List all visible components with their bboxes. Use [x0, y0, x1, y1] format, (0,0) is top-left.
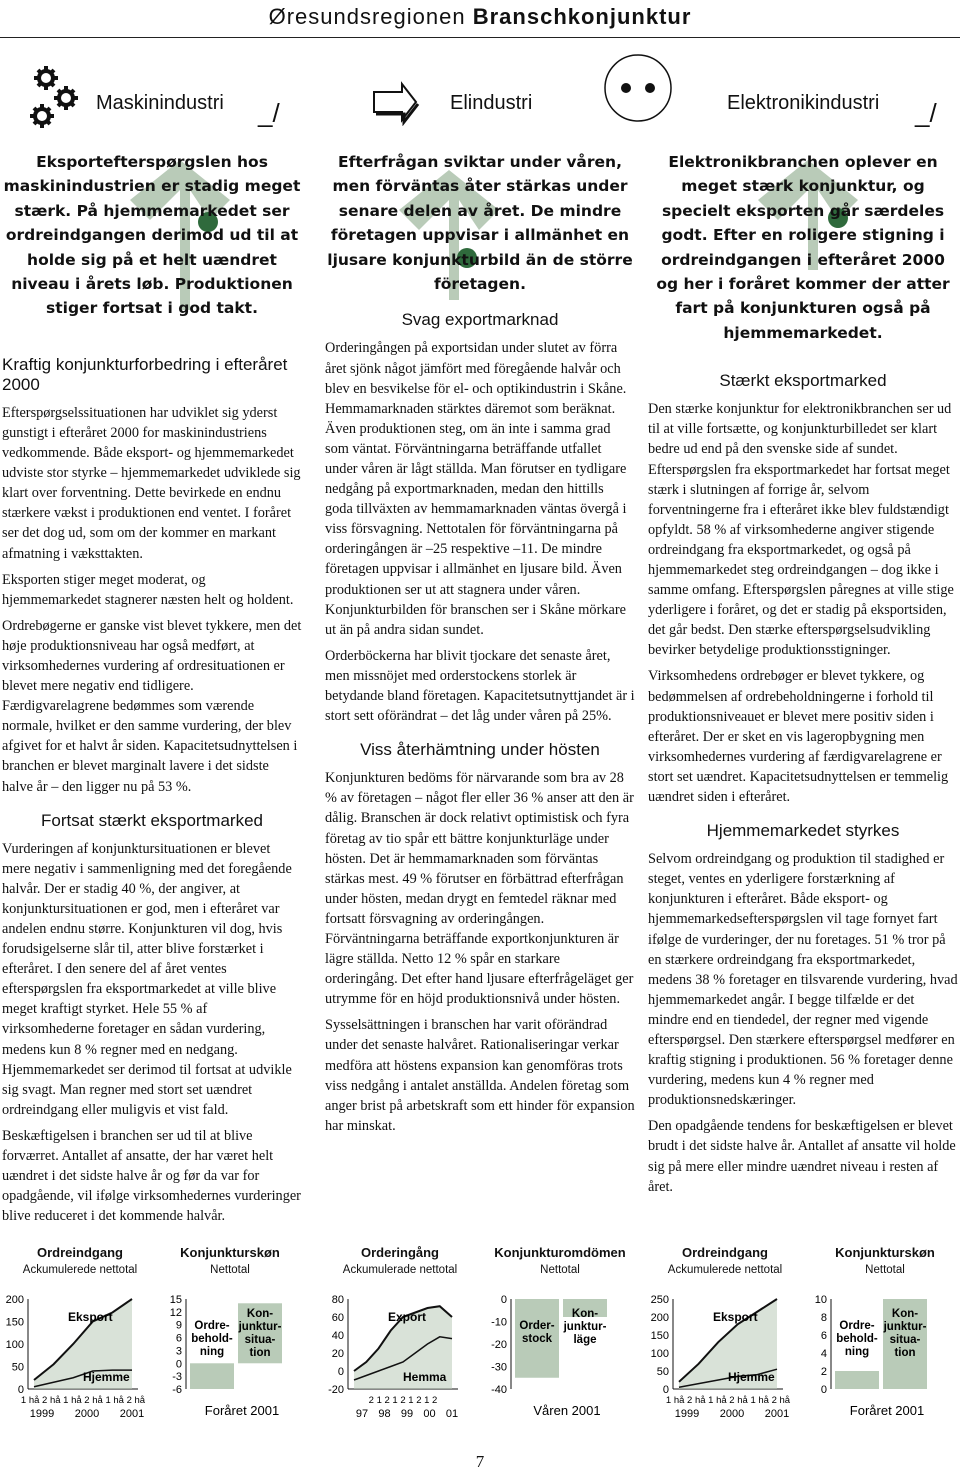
chart-4-plot — [485, 1289, 635, 1439]
bar-label: Ordre- — [194, 1320, 230, 1332]
chart-subtitle: Ackumulerade nettotal — [342, 1264, 458, 1276]
y-tick-label: 100 — [650, 1348, 669, 1360]
lead-text: Elektronikbranchen oplever en meget stærk konjunktur, og specielt eksporten går særdeles godt. Efter en roligere stigning i ordreindgangen i efteråret 2000 og her i foråret kommer der atter fart på konjunkturen også på hjemmemarkedet. — [656, 153, 950, 342]
paragraph: Sysselsättningen i branschen har varit oförändrad under det senaste halvåret. Rationaliseringar verkar medföra att höstens expansion kan genomföras trots viss nedgång i antalet anställda. Andelen företag som anger brist på arbetskraft som ett hinder för expansion har minskat. — [325, 1017, 635, 1134]
bar-label: Ordre- — [839, 1320, 875, 1332]
gears-icon — [24, 62, 94, 142]
y-tick-label: 0 — [662, 1384, 669, 1396]
y-tick-label: -40 — [491, 1384, 507, 1396]
chart-konjunkturskon-elektronik — [810, 1245, 960, 1276]
x-tick-label: 1 hå 2 hå 1 hå 2 hå 1 hå 2 hå — [20, 1395, 146, 1406]
paragraph: Beskæftigelsen i branchen ser ud til at blive forværret. Antallet af ansatte, der har været helt uændret i det sidste halve år og før da var for opadgående, vil ifølge virksomhedernes vurderinger blive reduceret i det kommende halvår. — [2, 1127, 301, 1225]
chart-subtitle: Ackumulerede nettotal — [667, 1264, 783, 1276]
bar-label: situa- — [244, 1334, 276, 1346]
bar-label: situa- — [889, 1334, 921, 1346]
chart-subtitle: Nettotal — [865, 1264, 905, 1276]
chart-title: Konjunkturskøn — [835, 1245, 935, 1260]
x-year-label: 98 — [378, 1408, 391, 1420]
page-number: 7 — [475, 1452, 485, 1471]
x-tick-label: 1 hå 2 hå 1 hå 2 hå 1 hå 2 hå — [665, 1395, 791, 1406]
y-tick-label: 60 — [331, 1312, 344, 1324]
paragraph: Den stærke konjunktur for elektronikbranchen ser ud til at ville fortsætte, og konjunkturbilledet ser klart bedre ud end på den svenske side af sundet. Efterspørgslen fra eksportmarkedet har fortsat meget stærk i slutningen af forrige år, selvom forventningerne fra i efteråret ikke blev fuldstændigt opfyldt. 58 % af virksomhederne angiver stigende ordreindgang fra eksportmarkedet, og også på hjemmemarkedet steg ordreindgangen – dog ikke i samme omfang. Efterspørgslen påregnes at ville stige yderligere i foråret, og det er stadig på eksportsiden, det går bedst. Den stærke efterspørgselsudvikling bevirker betydelige produktionsstigninger. — [648, 401, 954, 659]
series-label: Eksport — [68, 1310, 113, 1324]
series-label: Hemma — [403, 1370, 447, 1384]
paragraph: Vurderingen af konjunktursituationen er blevet mere negativ i sammenligning med det foregående halvår. Der er stadig 40 %, der angiver, at konjunktursituationen er god, men i efteråret var andelen endnu større. Konjunkturen vil dog, hvis forudsigelserne slår til, atter blive forstærket i efteråret. I den senere del af året ventes efterspørgslen fra eksportmarkedet at ville blive meget kraftigt styrket. Hele 55 % af virksomhederne foretager en sådan vurdering, medens kun 8 % regner med en nedgang. Hjemmemarkedet ser derimod til fortsat at udvikle sig svagt. Man regner med stort set uændret ordreindgang eller muligvis et vist fald. — [2, 840, 292, 1118]
paragraph: Orderingången på exportsidan under slutet av förra året sjönk något jämfört med föregående halvår och blev en besvikelse för el- och optikindustrin i Skåne. Hemmamarknaden stärktes däremot som beräknat. Även produktionen steg, om än inte i samma grad som väntat. Förväntningarna beträffande utfallet under våren är lågt ställda. Man förutser en tydligare nedgång på exportmarknaden, medan den hittills goda tillväxten av hemmamarknaden väntas övergå i viss försvagning. Nettotalen för förväntningarna på orderingången är –25 respektive –11. De mindre företagen uppvisar i allmänhet en ljusare bild. Även produktionen ser ut att stagnera under våren. Konjunkturbilden för branschen ser i Skåne mörkare ut än på andra sidan sundet. — [325, 340, 627, 638]
period-label: Våren 2001 — [533, 1403, 601, 1418]
y-tick-label: 2 — [820, 1366, 827, 1378]
paragraph: Den opadgående tendens for beskæftigelsen er blevet brudt i det sidste halve år. Antallet af ansatte vil holde sig på mere eller mindre uændret niveau i resten af året. — [648, 1118, 956, 1195]
slash-icon: _/ — [258, 98, 280, 128]
page-header — [0, 0, 960, 40]
y-tick-label: 200 — [5, 1294, 24, 1306]
y-tick-label: 150 — [650, 1330, 669, 1342]
y-tick-label: 0 — [337, 1366, 344, 1378]
bar-label: ning — [844, 1346, 870, 1358]
y-tick-label: 0 — [17, 1384, 24, 1396]
arrow-icon — [370, 80, 420, 126]
y-tick-label: 9 — [175, 1319, 182, 1332]
series-label: Hjemme — [728, 1370, 775, 1384]
x-year-label: 2000 — [74, 1408, 100, 1420]
paragraph: Selvom ordreindgang og produktion til stadighed er steget, ventes en yderligere forstærkning af konjunkturen i efteråret. Både eksport- og hjemmemarkedsefterspørgslen vil tage fornyet fart ifølge de vurderinger, der nu foretages. 51 % tror på en stærkere ordreindgang fra eksportmarkedet, medens 38 % foretager en tilsvarende vurdering, hvad hjemmemarkedet angår. I begge tilfælde er det mindre end en tiendedel, der regner med vigende efterspørgsel. Den stærkere efterspørgsel medfører en kraftig stigning i produktionen. 56 % foretager denne vurdering, medens kun 4 % regner med produktionsnedskæringer. — [648, 851, 958, 1109]
y-tick-label: 50 — [11, 1361, 24, 1374]
subhead: Kraftig konjunkturforbedring i efteråret 2000 — [2, 354, 288, 394]
chart-subtitle: Nettotal — [540, 1264, 580, 1276]
bar-label: behold- — [836, 1333, 878, 1345]
column-maskinindustri — [2, 150, 302, 1232]
section-head-elektronik — [655, 60, 960, 140]
bar-label: junktur- — [883, 1321, 927, 1333]
section-head-maskin — [20, 60, 330, 140]
bar-Ordrebeholdning — [835, 1371, 879, 1389]
subhead: Viss återhämtning under hösten — [360, 740, 600, 760]
y-tick-label: 6 — [820, 1330, 827, 1342]
chart-1-plot — [0, 1289, 160, 1439]
y-tick-label: 100 — [5, 1339, 24, 1351]
chart-title: Ordreindgang — [682, 1245, 768, 1260]
y-tick-label: -20 — [491, 1339, 507, 1351]
y-tick-label: 0 — [500, 1294, 507, 1306]
paragraph: Virksomhedens ordrebøger er blevet tykkere, og bedømmelsen af ordrebeholdningerne i forhold til produktionsniveauet er blevet mere positiv siden i efteråret. Der er sket en vis lageropbygning men virksomhedernes vurdering af færdigvarelagrene er stort set uændret. Kapacitetsudnyttelsen er temmelig uændret siden i efteråret. — [648, 668, 949, 806]
chart-title: Konjunkturskøn — [180, 1245, 280, 1260]
charts-row — [0, 1245, 960, 1435]
y-tick-label: 250 — [650, 1294, 669, 1306]
subhead: Svag exportmarknad — [401, 310, 559, 330]
paragraph: Efterspørgselssituationen har udviklet sig yderst gunstigt i efteråret 2000 for maskinindustriens vedkommende. Både eksport- og hjemmemarkedet udviste stor styrke – hjemmemarkedet udviklede sig klart over forventning. Dette bevirkede en endnu stærkere vækst i produktionen end ventet. I foråret ser det dog ud, som om der kommer en markant afmatning i væksttakten. — [2, 404, 301, 562]
column-elektronikindustri — [648, 150, 958, 1203]
slash-icon: _/ — [915, 98, 937, 128]
chart-konjunkturskon-maskin — [165, 1245, 295, 1276]
period-label: Foråret 2001 — [849, 1403, 925, 1418]
section-name-elektronik: Elektronikindustri — [727, 92, 880, 114]
chart-ordreindgang-elektronik — [645, 1245, 805, 1276]
chart-ordreindgang-maskin — [0, 1245, 160, 1276]
chart-title: Konjunkturomdömen — [494, 1245, 626, 1260]
x-year-label: 1999 — [29, 1408, 55, 1420]
bar-label: junktur- — [563, 1321, 607, 1333]
x-year-label: 01 — [445, 1408, 459, 1420]
bar-label: Order- — [519, 1320, 555, 1332]
chart-subtitle: Nettotal — [210, 1264, 250, 1276]
y-tick-label: -30 — [491, 1361, 507, 1374]
y-tick-label: 0 — [820, 1384, 827, 1396]
bar-Ordrebeholdning — [190, 1363, 234, 1389]
paragraph: Orderböckerna har blivit tjockare det senaste året, men missnöjet med orderstockens storlek är betydande bland företagen. Kapacitetsutnyttjandet är i stort sett oförändrat – det låg under våren på 25%. — [325, 647, 635, 725]
y-tick-label: 50 — [656, 1366, 669, 1378]
bar-label: stock — [521, 1333, 553, 1345]
y-tick-label: 80 — [331, 1294, 344, 1306]
column-elindustri — [325, 150, 635, 1142]
y-tick-label: 0 — [175, 1358, 182, 1371]
chart-title: Orderingång — [360, 1245, 439, 1260]
bar-label: Kon- — [571, 1308, 599, 1320]
bar-label: tion — [249, 1347, 271, 1359]
lead-text: Eksportefterspørgslen hos maskinindustrien er stadig meget stærk. På hjemmemarkedet ser ordreindgangen derimod ud til at holde sig på et helt uændret niveau i årets løb. Produktionen stiger fortsat i god takt. — [3, 153, 301, 318]
chart-title: Ordreindgang — [37, 1245, 123, 1260]
page-title: Øresundsregionen Branschkonjunktur — [268, 4, 692, 29]
y-tick-label: 3 — [175, 1345, 182, 1358]
paragraph: Ordrebøgerne er ganske vist blevet tykkere, men det høje produktionsniveau har også medført, at virksomhedernes vurdering af ordresituationen er blevet mere negativ end tidligere. Færdigvarelagrene bedømmes som værende normale, hvilket er den samme vurdering, der blev afgivet for et halvt år siden. Kapacitetsudnyttelsen i branchen er blevet marginalt lavere i det sidste halve år – den ligger nu på 53 %. — [2, 617, 302, 795]
paragraph: Eksporten stiger meget moderat, og hjemmemarkedet stagnerer næsten helt og holdent. — [2, 571, 294, 608]
y-tick-label: 10 — [814, 1294, 827, 1306]
y-tick-label: 40 — [331, 1330, 344, 1342]
x-year-label: 2001 — [119, 1408, 145, 1420]
section-head-el — [370, 60, 680, 140]
series-label: Export — [388, 1310, 427, 1324]
section-name-el: Elindustri — [450, 92, 533, 114]
series-label: Eksport — [713, 1310, 758, 1324]
bar-label: behold- — [191, 1333, 233, 1345]
chart-konjunkturomdomen-el — [485, 1245, 635, 1276]
chart-5-plot — [645, 1289, 805, 1439]
bar-label: Kon- — [246, 1308, 274, 1320]
subhead: Hjemmemarkedet styrkes — [706, 821, 900, 841]
section-name-maskin: Maskinindustri — [96, 92, 224, 114]
y-tick-label: -3 — [172, 1371, 182, 1384]
chart-subtitle: Ackumulerede nettotal — [22, 1264, 138, 1276]
chart-3-plot — [320, 1289, 485, 1439]
y-tick-label: 4 — [820, 1348, 827, 1360]
y-tick-label: 8 — [820, 1312, 827, 1324]
y-tick-label: -20 — [328, 1384, 344, 1396]
bar-label: tion — [894, 1347, 916, 1359]
bar-label: Kon- — [891, 1308, 919, 1320]
header-rule — [0, 37, 960, 38]
y-tick-label: 15 — [169, 1294, 182, 1306]
y-tick-label: 150 — [5, 1316, 24, 1329]
x-year-label: 2001 — [764, 1408, 790, 1420]
y-tick-label: -6 — [172, 1384, 182, 1396]
subhead: Fortsat stærkt eksportmarked — [40, 810, 263, 830]
x-year-label: 99 — [400, 1408, 414, 1420]
period-label: Foråret 2001 — [204, 1403, 280, 1418]
chart-2-plot — [160, 1289, 310, 1439]
y-tick-label: -10 — [491, 1316, 507, 1329]
chart-orderingang-el — [320, 1245, 480, 1276]
bar-label: ning — [199, 1346, 225, 1358]
series-label: Hjemme — [83, 1370, 130, 1384]
x-year-label: 2000 — [719, 1408, 745, 1420]
y-tick-label: 12 — [169, 1306, 182, 1319]
y-tick-label: 6 — [175, 1332, 182, 1345]
x-tick-label: 2 1 2 1 2 1 2 1 2 — [368, 1395, 438, 1406]
chart-6-plot — [805, 1289, 960, 1439]
x-year-label: 1999 — [674, 1408, 700, 1420]
bar-label: junktur- — [238, 1321, 282, 1333]
x-year-label: 00 — [423, 1408, 436, 1420]
bar-label: läge — [573, 1334, 597, 1346]
subhead: Stærkt eksportmarked — [719, 371, 887, 391]
y-tick-label: 200 — [650, 1312, 669, 1324]
x-year-label: 97 — [355, 1408, 369, 1420]
paragraph: Konjunkturen bedöms för närvarande som bra av 28 % av företagen – något fler eller 36 % anser att den är dålig. Branschen är dock relativt optimistisk och fyra företag av tio spår ett bättre konjunkturläge under hösten. Det är hemmamarknaden som förväntas stärkas mest. 49 % förutser en förbättrad efterfrågan under hösten, medan drygt en femtedel räknar med fortsatt försvagning av orderingången. Förväntningarna beträffande exportkonjunkturen är lägre ställda. Netto 12 % spår en starkare orderingång. Det efter hand ljusare efterfrågeläget ger utrymme för en höjd produktionsnivå under hösten. — [325, 770, 634, 1008]
y-tick-label: 20 — [331, 1348, 344, 1360]
lead-text: Efterfrågan sviktar under våren, men förväntas åter stärkas under senare delen av året. De mindre företagen uppvisar i allmänhet en ljusare konjunkturbild än de större företagen. — [327, 153, 633, 294]
